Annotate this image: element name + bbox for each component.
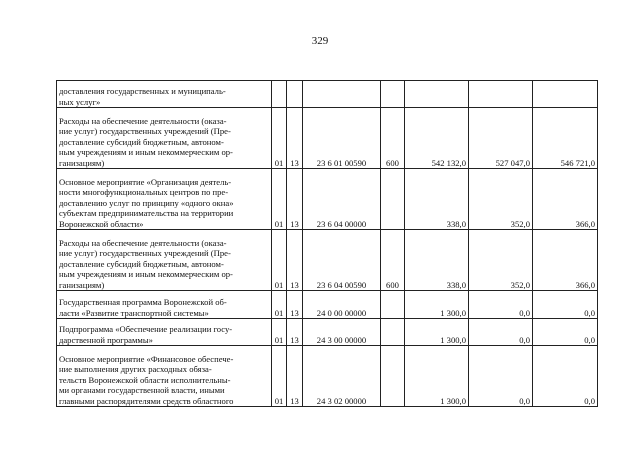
amount-year-3: 366,0 (533, 230, 598, 291)
row-description-line: ным учреждениям и иным некоммерческим ор- (59, 147, 233, 158)
row-description-line: ности многофункциональных центров по пре- (59, 187, 229, 198)
expense-type-code: 600 (381, 230, 405, 291)
subsection-code (287, 81, 303, 108)
row-description-line: Государственная программа Воронежской об- (59, 297, 227, 308)
table-row (57, 291, 598, 319)
row-description-line: ние услуг) государственных учреждений (Пре- (59, 248, 231, 259)
row-description-line: доставление субсидий бюджетным, автоном- (59, 258, 224, 269)
row-description-line: ласти «Развитие транспортной системы» (59, 307, 209, 318)
section-code: 01 (272, 108, 287, 169)
row-description-line: ганизациям) (59, 279, 105, 290)
amount-year-1: 338,0 (405, 169, 469, 230)
row-description-line: Подпрограмма «Обеспечение реализации госу- (59, 324, 233, 335)
amount-year-3 (533, 81, 598, 108)
subsection-code: 13 (287, 169, 303, 230)
row-description-line: ных услуг» (59, 96, 101, 107)
budget-table (56, 80, 598, 407)
table-row (57, 169, 598, 230)
target-article-code: 23 6 01 00590 (303, 108, 381, 169)
row-description-line: ным учреждениям и иным некоммерческим ор- (59, 269, 233, 280)
row-description (57, 81, 272, 108)
expense-type-code (381, 291, 405, 319)
target-article-code: 24 0 00 00000 (303, 291, 381, 319)
amount-year-3: 0,0 (533, 319, 598, 346)
table-row (57, 81, 598, 108)
amount-year-1: 1 300,0 (405, 319, 469, 346)
amount-year-2: 0,0 (469, 346, 533, 407)
amount-year-2: 527 047,0 (469, 108, 533, 169)
row-description (57, 169, 272, 230)
amount-year-2 (469, 81, 533, 108)
row-description-line: Расходы на обеспечение деятельности (оказа- (59, 237, 227, 248)
subsection-code: 13 (287, 108, 303, 169)
section-code (272, 81, 287, 108)
row-description-line: главными распорядителями средств областного (59, 395, 234, 406)
expense-type-code (381, 81, 405, 108)
budget-table-body (57, 81, 598, 407)
row-description (57, 230, 272, 291)
table-row (57, 230, 598, 291)
row-description (57, 319, 272, 346)
amount-year-2: 352,0 (469, 169, 533, 230)
row-description-line: ми органами государственной власти, иными (59, 385, 225, 396)
expense-type-code (381, 346, 405, 407)
target-article-code: 23 6 04 00590 (303, 230, 381, 291)
table-row (57, 108, 598, 169)
section-code: 01 (272, 346, 287, 407)
row-description-line: тельств Воронежской области исполнительны- (59, 374, 231, 385)
amount-year-3: 366,0 (533, 169, 598, 230)
row-description-line: доставлению услуг по принципу «одного окна» (59, 197, 234, 208)
row-description-line: Основное мероприятие «Организация деятель- (59, 176, 232, 187)
section-code: 01 (272, 169, 287, 230)
row-description-line: дарственной программы» (59, 334, 153, 345)
row-description-line: ние выполнения других расходных обяза- (59, 364, 212, 375)
row-description-line: ние услуг) государственных учреждений (Пре- (59, 126, 231, 137)
target-article-code: 24 3 00 00000 (303, 319, 381, 346)
amount-year-2: 352,0 (469, 230, 533, 291)
row-description-line: Основное мероприятие «Финансовое обеспече- (59, 353, 234, 364)
row-description-line: доставление субсидий бюджетным, автоном- (59, 136, 224, 147)
amount-year-1: 338,0 (405, 230, 469, 291)
amount-year-3: 0,0 (533, 291, 598, 319)
table-row (57, 319, 598, 346)
amount-year-2: 0,0 (469, 291, 533, 319)
amount-year-1: 1 300,0 (405, 346, 469, 407)
row-description-line: Воронежской области» (59, 218, 144, 229)
expense-type-code: 600 (381, 108, 405, 169)
row-description (57, 346, 272, 407)
page-number: 329 (311, 35, 329, 47)
amount-year-1 (405, 81, 469, 108)
subsection-code: 13 (287, 291, 303, 319)
row-description-line: доставления государственных и муниципаль- (59, 86, 226, 97)
section-code: 01 (272, 319, 287, 346)
target-article-code (303, 81, 381, 108)
target-article-code: 24 3 02 00000 (303, 346, 381, 407)
expense-type-code (381, 319, 405, 346)
row-description-line: ганизациям) (59, 157, 105, 168)
section-code: 01 (272, 291, 287, 319)
row-description (57, 108, 272, 169)
row-description-line: Расходы на обеспечение деятельности (оказа- (59, 115, 227, 126)
subsection-code: 13 (287, 230, 303, 291)
target-article-code: 23 6 04 00000 (303, 169, 381, 230)
subsection-code: 13 (287, 346, 303, 407)
amount-year-1: 1 300,0 (405, 291, 469, 319)
amount-year-3: 546 721,0 (533, 108, 598, 169)
row-description-line: субъектам предпринимательства на территории (59, 208, 234, 219)
table-row (57, 346, 598, 407)
subsection-code: 13 (287, 319, 303, 346)
amount-year-1: 542 132,0 (405, 108, 469, 169)
amount-year-2: 0,0 (469, 319, 533, 346)
row-description (57, 291, 272, 319)
amount-year-3: 0,0 (533, 346, 598, 407)
expense-type-code (381, 169, 405, 230)
section-code: 01 (272, 230, 287, 291)
